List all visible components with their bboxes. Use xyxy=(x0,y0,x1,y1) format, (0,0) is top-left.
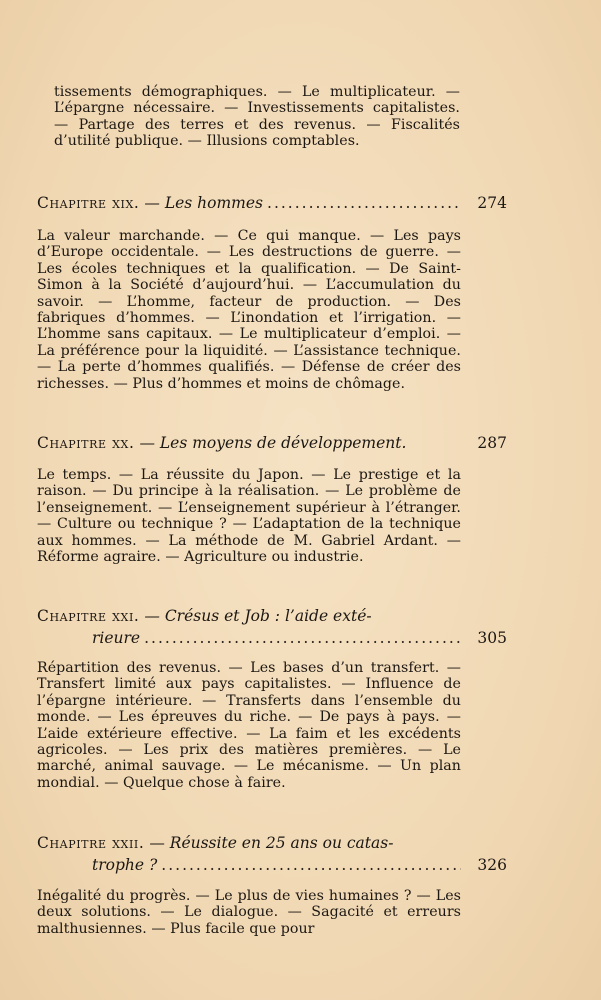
page-number: 274 xyxy=(477,194,507,212)
chapter-title: — Les moyens de développement. xyxy=(139,434,407,452)
chapter-summary-xxii: Inégalité du progrès. — Le plus de vies humaines ? — Les deux solutions. — Le dialogue. — Sagacité et erreurs malthusiennes. — Plus facile que pour xyxy=(37,888,461,937)
chapter-summary-xxi: Répartition des revenus. — Les bases d’un transfert. — Transfert limité aux pays capitalistes. — Influence de l’épargne intérieure. — Transferts dans l’ensemble du monde. — Les épreuves du riche. — De pays à pays. — L’aide extérieure effective. — La faim et les excédents agricoles. — Les prix des matières premières. — Le marché, animal sauvage. — Le mécanisme. — Un plan mondial. — Quelque chose à faire. xyxy=(37,660,461,791)
page-number: 287 xyxy=(477,434,507,452)
page-number: 305 xyxy=(477,629,507,647)
leader-dots xyxy=(144,627,461,649)
chapter-label: Chapitre xx. xyxy=(37,434,135,452)
chapter-title: — Crésus et Job : l’aide exté- xyxy=(144,607,372,625)
leader-dots xyxy=(267,192,461,214)
chapter-heading-xxii xyxy=(37,832,507,876)
chapter-summary-xx: Le temps. — La réussite du Japon. — Le prestige et la raison. — Du principe à la réalisation. — Le problème de l’enseignement. — L’enseignement supérieur à l’étranger. — Culture ou technique ? — L’adaptation de la technique aux hommes. — La méthode de M. Gabriel Ardant. — Réforme agraire. — Agriculture ou industrie. xyxy=(37,467,461,566)
chapter-label: Chapitre xxi. xyxy=(37,607,140,625)
intro-paragraph: tissements démographiques. — Le multiplicateur. — L’épargne nécessaire. — Investissements capitalistes. — Partage des terres et des revenus. — Fiscalités d’utilité publique. — Illusions comptables. xyxy=(54,84,460,150)
chapter-title-continued: trophe ? xyxy=(92,856,158,874)
chapter-heading-xx xyxy=(37,432,507,454)
chapter-label: Chapitre xix. xyxy=(37,194,140,212)
chapter-title: — Les hommes xyxy=(144,194,264,212)
chapter-heading-xxi xyxy=(37,605,507,649)
chapter-title: — Réussite en 25 ans ou catas- xyxy=(149,834,394,852)
page-number: 326 xyxy=(477,856,507,874)
leader-dots xyxy=(161,854,461,876)
chapter-title-continued: rieure xyxy=(92,629,141,647)
chapter-heading-xix xyxy=(37,192,507,214)
chapter-label: Chapitre xxii. xyxy=(37,834,145,852)
chapter-summary-xix: La valeur marchande. — Ce qui manque. — Les pays d’Europe occidentale. — Les destructions de guerre. — Les écoles techniques et la qualification. — De Saint-Simon à la Société d’aujourd’hui. — L’accumulation du savoir. — L’homme, facteur de production. — Des fabriques d’hommes. — L’inondation et l’irrigation. — L’homme sans capitaux. — Le multiplicateur d’emploi. — La préférence pour la liquidité. — L’assistance technique. — La perte d’hommes qualifiés. — Défense de créer des richesses. — Plus d’hommes et moins de chômage. xyxy=(37,228,461,392)
